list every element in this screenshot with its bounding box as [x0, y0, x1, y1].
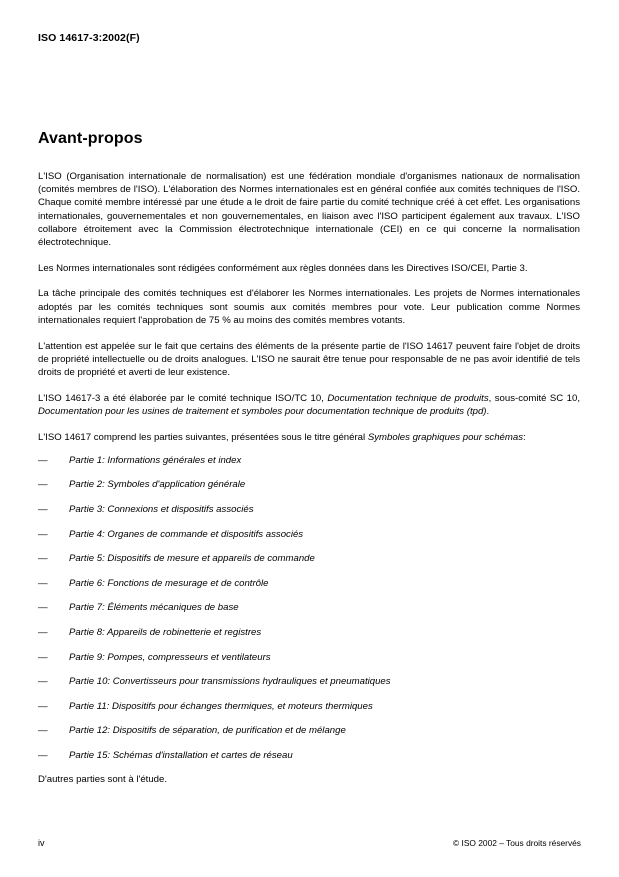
list-item-label: Partie 8: Appareils de robinetterie et registres	[69, 626, 262, 638]
parts-list	[38, 454, 580, 762]
parts-intro-text-after: :	[523, 431, 526, 443]
list-item-label: Partie 6: Fonctions de mesurage et de contrôle	[69, 577, 269, 589]
list-item	[38, 724, 580, 737]
page-footer	[38, 838, 581, 848]
em-dash-marker-icon: —	[38, 553, 48, 565]
em-dash-marker-icon: —	[38, 503, 48, 515]
list-item-label: Partie 5: Dispositifs de mesure et appareils de commande	[69, 553, 315, 565]
list-item	[38, 651, 580, 664]
page-number: iv	[38, 838, 45, 848]
running-header-document-reference: ISO 14617-3:2002(F)	[38, 32, 140, 44]
committee-title-italic-secondary: Documentation pour les usines de traitement et symboles pour documentation technique de produits (tpd)	[38, 405, 487, 417]
em-dash-marker-icon: —	[38, 454, 48, 466]
list-item-label: Partie 7: Éléments mécaniques de base	[69, 602, 239, 614]
list-item-label: Partie 15: Schémas d'installation et cartes de réseau	[69, 749, 293, 761]
paragraph-committee-attribution	[38, 392, 580, 418]
list-item	[38, 675, 580, 688]
list-item	[38, 503, 580, 516]
committee-text-lead: L'ISO 14617-3 a été élaborée par le comité technique ISO/TC 10,	[38, 392, 328, 404]
paragraph-voting-approval: La tâche principale des comités techniques est d'élaborer les Normes internationales. Les projets de Normes internationales adoptés par les comités techniques sont soumis aux comités membres pour vote. Leur publication comme Normes internationales requiert l'approbation de 75 % au moins des comités membres votants.	[38, 288, 580, 326]
document-body	[38, 130, 580, 787]
parts-general-title-italic: Symboles graphiques pour schémas	[367, 431, 523, 443]
em-dash-marker-icon: —	[38, 479, 48, 491]
em-dash-marker-icon: —	[38, 725, 48, 737]
em-dash-marker-icon: —	[38, 577, 48, 589]
list-item	[38, 478, 580, 491]
em-dash-marker-icon: —	[38, 626, 48, 638]
list-item	[38, 601, 580, 614]
list-item-label: Partie 4: Organes de commande et dispositifs associés	[69, 528, 304, 540]
paragraph-iso-description: L'ISO (Organisation internationale de normalisation) est une fédération mondiale d'organismes nationaux de normalisation (comités membres de l'ISO). L'élaboration des Normes internationales est en général confiée aux comités techniques de l'ISO. Chaque comité membre intéressé par une étude a le droit de faire partie du comité technique créé à cet effet. Les organisations internationales, gouvernementales et non gouvernementales, en liaison avec l'ISO participent également aux travaux. L'ISO collabore étroitement avec la Commission électrotechnique internationale (CEI) en ce qui concerne la normalisation électrotechnique.	[38, 171, 580, 249]
em-dash-marker-icon: —	[38, 602, 48, 614]
parts-intro-text-before: L'ISO 14617 comprend les parties suivantes, présentées sous le titre général	[38, 431, 368, 443]
list-item-label: Partie 12: Dispositifs de séparation, de purification et de mélange	[69, 725, 346, 737]
em-dash-marker-icon: —	[38, 700, 48, 712]
list-item-label: Partie 2: Symboles d'application générale	[69, 479, 246, 491]
list-item-label: Partie 3: Connexions et dispositifs associés	[69, 503, 254, 515]
em-dash-marker-icon: —	[38, 651, 48, 663]
list-item	[38, 577, 580, 590]
committee-text-tail: .	[486, 405, 490, 417]
closing-statement: D'autres parties sont à l'étude.	[38, 774, 167, 786]
em-dash-marker-icon: —	[38, 749, 48, 761]
list-item-label: Partie 11: Dispositifs pour échanges thermiques, et moteurs thermiques	[69, 700, 373, 712]
list-item	[38, 552, 580, 565]
copyright-notice: © ISO 2002 – Tous droits réservés	[453, 838, 581, 848]
em-dash-marker-icon: —	[38, 676, 48, 688]
parts-list-introduction	[38, 431, 580, 444]
paragraph-directives-rules: Les Normes internationales sont rédigées conformément aux règles données dans les Directives ISO/CEI, Partie 3.	[38, 262, 528, 274]
section-title-avant-propos: Avant-propos	[38, 130, 143, 147]
em-dash-marker-icon: —	[38, 528, 48, 540]
list-item-label: Partie 1: Informations générales et index	[69, 454, 242, 466]
list-item	[38, 626, 580, 639]
committee-text-middle: , sous-comité SC 10,	[488, 392, 581, 404]
committee-title-italic-primary: Documentation technique de produits	[327, 392, 489, 404]
list-item	[38, 528, 580, 541]
list-item-label: Partie 10: Convertisseurs pour transmissions hydrauliques et pneumatiques	[69, 676, 391, 688]
list-item	[38, 749, 580, 762]
paragraph-patent-rights-notice: L'attention est appelée sur le fait que certains des éléments de la présente partie de l'ISO 14617 peuvent faire l'objet de droits de propriété intellectuelle ou de droits analogues. L'ISO ne saurait être tenue pour responsable de ne pas avoir identifié de tels droits de propriété et averti de leur existence.	[38, 340, 580, 378]
list-item-label: Partie 9: Pompes, compresseurs et ventilateurs	[69, 651, 271, 663]
list-item	[38, 700, 580, 713]
list-item	[38, 454, 580, 467]
